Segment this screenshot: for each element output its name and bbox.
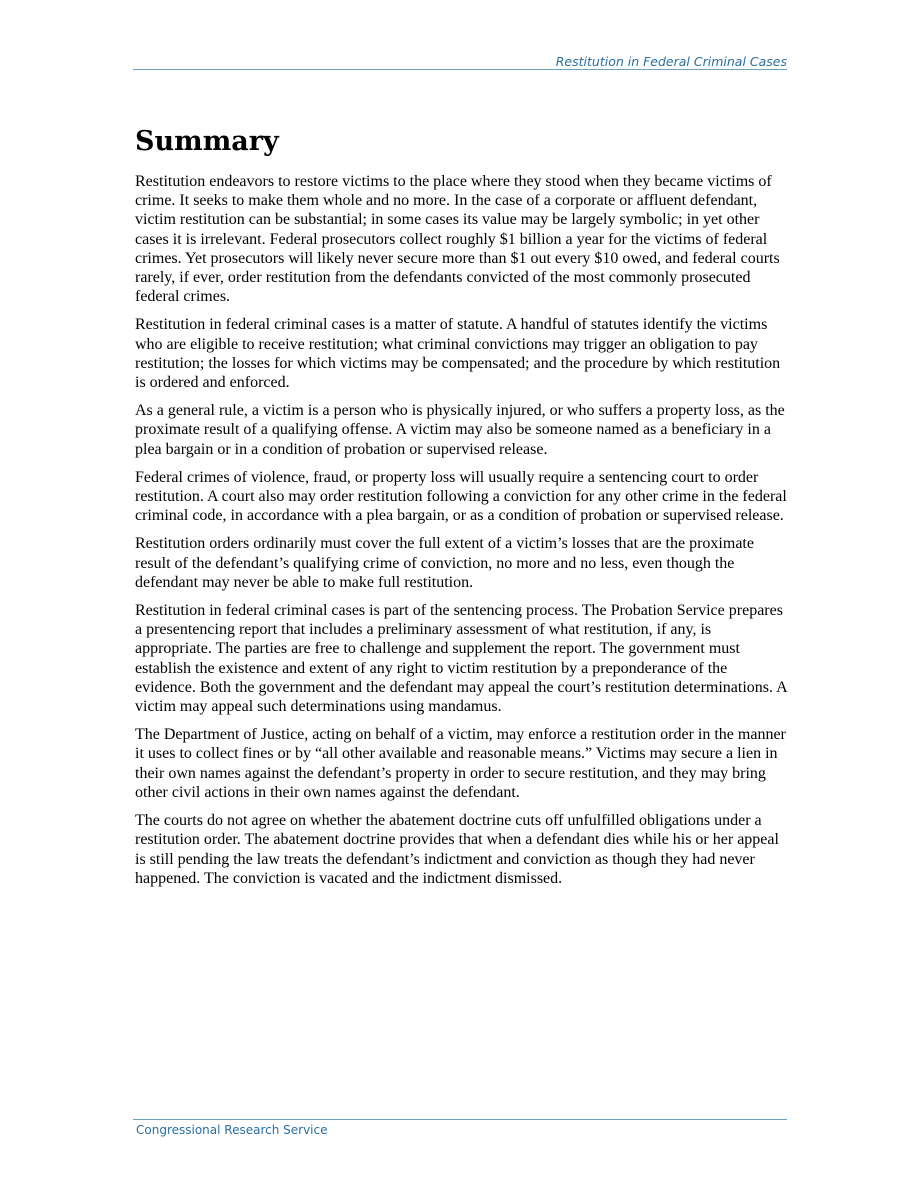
running-footer-organization: Congressional Research Service [136, 1123, 328, 1137]
body-paragraph: Restitution orders ordinarily must cover the full extent of a victim’s losses that are the proximate result of the defendant’s qualifying crime of conviction, no more and no less, even though the defendant may never be able to make full restitution. [135, 535, 754, 591]
body-paragraph: The courts do not agree on whether the abatement doctrine cuts off unfulfilled obligations under a restitution order. The abatement doctrine provides that when a defendant dies while his or her appeal is still pending the law treats the defendant’s indictment and conviction as though they had never happened. The conviction is vacated and the indictment dismissed. [135, 812, 779, 887]
summary-section [135, 124, 787, 897]
running-header-title: Restitution in Federal Criminal Cases [555, 54, 787, 69]
footer-divider [133, 1119, 787, 1120]
body-paragraph: Restitution endeavors to restore victims to the place where they stood when they became victims of crime. It seeks to make them whole and no more. In the case of a corporate or affluent defendant, victim restitution can be substantial; in some cases its value may be largely symbolic; in yet other cases it is irrelevant. Federal prosecutors collect roughly $1 billion a year for the victims of federal crimes. Yet prosecutors will likely never secure more than $1 out every $10 owed, and federal courts rarely, if ever, order restitution from the defendants convicted of the most commonly prosecuted federal crimes. [135, 173, 780, 306]
header-divider [133, 69, 787, 70]
body-paragraph: The Department of Justice, acting on behalf of a victim, may enforce a restitution order in the manner it uses to collect fines or by “all other available and reasonable means.” Victims may secure a lien in their own names against the defendant’s property in order to secure restitution, and they may bring other civil actions in their own names against the defendant. [135, 726, 786, 801]
body-paragraph: Restitution in federal criminal cases is part of the sentencing process. The Probation Service prepares a presentencing report that includes a preliminary assessment of what restitution, if any, is appropriate. The parties are free to challenge and supplement the report. The government must establish the existence and extent of any right to victim restitution by a preponderance of the evidence. Both the government and the defendant may appeal the court’s restitution determinations. A victim may appeal such determinations using mandamus. [135, 602, 787, 716]
body-paragraph: As a general rule, a victim is a person who is physically injured, or who suffers a property loss, as the proximate result of a qualifying offense. A victim may also be someone named as a beneficiary in a plea bargain or in a condition of probation or supervised release. [135, 402, 785, 458]
body-paragraph: Restitution in federal criminal cases is a matter of statute. A handful of statutes identify the victims who are eligible to receive restitution; what criminal convictions may trigger an obligation to pay restitution; the losses for which victims may be compensated; and the procedure by which restitution is ordered and enforced. [135, 316, 781, 392]
section-title: Summary [135, 126, 279, 157]
body-paragraph: Federal crimes of violence, fraud, or property loss will usually require a sentencing court to order restitution. A court also may order restitution following a conviction for any other crime in the federal criminal code, in accordance with a plea bargain, or as a condition of probation or supervised release. [135, 468, 787, 525]
